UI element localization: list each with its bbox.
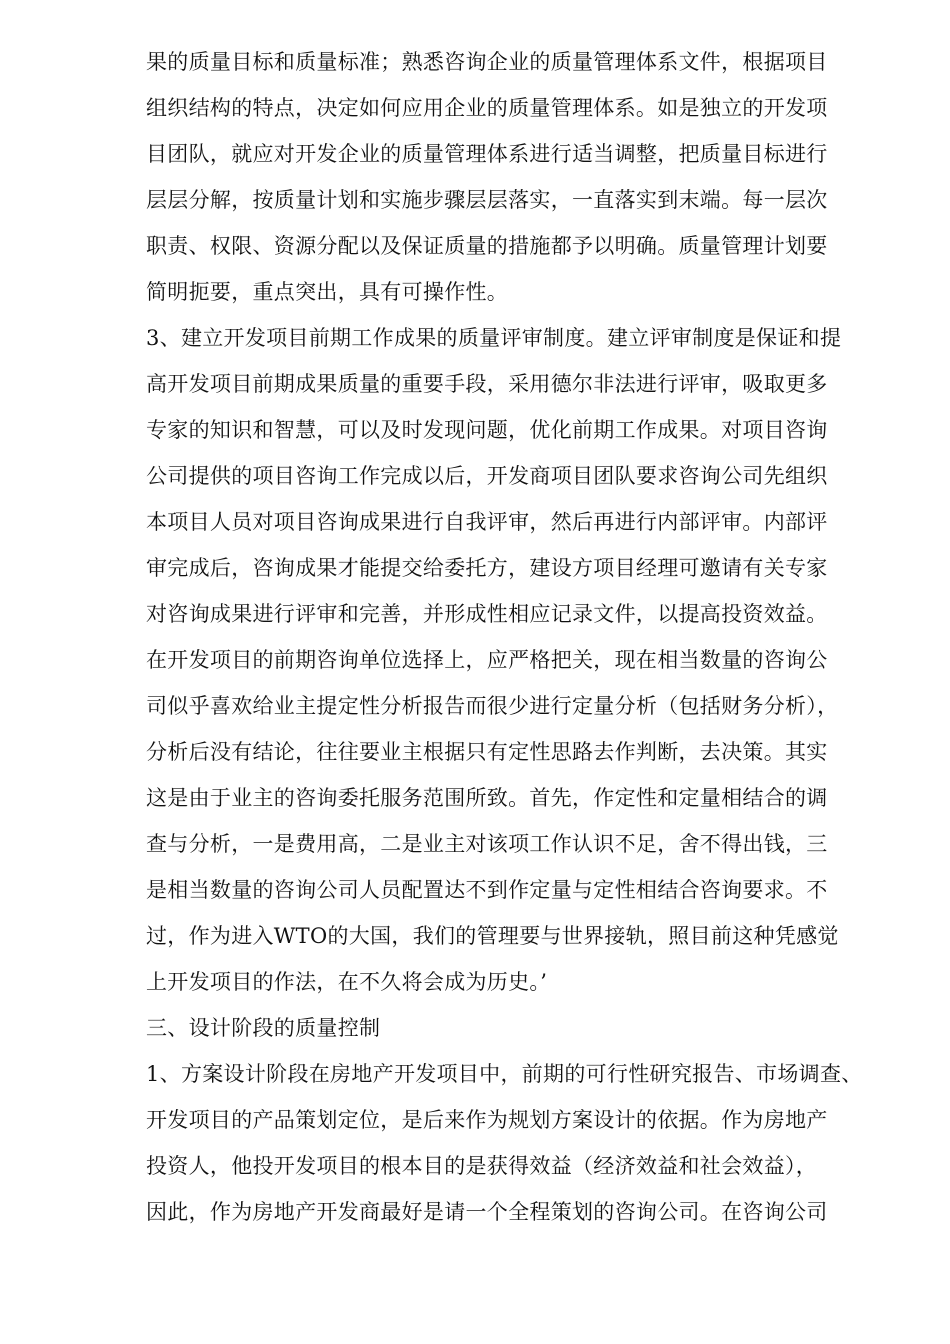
text-line: 过，作为进入WTO的大国，我们的管理要与世界接轨，照目前这种凭感觉 — [146, 924, 839, 948]
text-line: 上开发项目的作法，在不久将会成为历史。’ — [146, 970, 548, 994]
text-line: 查与分析，一是费用高，二是业主对该项工作认识不足，舍不得出钱，三 — [146, 832, 828, 856]
text-line: 审完成后，咨询成果才能提交给委托方，建设方项目经理可邀请有关专家 — [146, 556, 828, 580]
text-line: 本项目人员对项目咨询成果进行自我评审，然后再进行内部评审。内部评 — [146, 510, 828, 534]
text-line: 是相当数量的咨询公司人员配置达不到作定量与定性相结合咨询要求。不 — [146, 878, 828, 902]
text-line: 专家的知识和智慧，可以及时发现问题，优化前期工作成果。对项目咨询 — [146, 418, 828, 442]
text-line: 高开发项目前期成果质量的重要手段，采用德尔非法进行评审，吸取更多 — [146, 372, 828, 396]
text-line: 投资人，他投开发项目的根本目的是获得效益（经济效益和社会效益）， — [146, 1154, 818, 1178]
text-line: 3、建立开发项目前期工作成果的质量评审制度。建立评审制度是保证和提 — [146, 326, 842, 350]
text-line: 1、方案设计阶段在房地产开发项目中，前期的可行性研究报告、市场调查、 — [146, 1062, 863, 1086]
text-line: 对咨询成果进行评审和完善，并形成性相应记录文件，以提高投资效益。 — [146, 602, 828, 626]
text-line: 司似乎喜欢给业主提定性分析报告而很少进行定量分析（包括财务分析）， — [146, 694, 839, 718]
text-line: 这是由于业主的咨询委托服务范围所致。首先，作定性和定量相结合的调 — [146, 786, 828, 810]
text-line: 分析后没有结论，往往要业主根据只有定性思路去作判断，去决策。其实 — [146, 740, 828, 764]
text-line: 目团队，就应对开发企业的质量管理体系进行适当调整，把质量目标进行 — [146, 142, 828, 166]
text-line: 组织结构的特点，决定如何应用企业的质量管理体系。如是独立的开发项 — [146, 96, 828, 120]
text-line: 层层分解，按质量计划和实施步骤层层落实，一直落实到末端。每一层次 — [146, 188, 828, 212]
text-line: 因此，作为房地产开发商最好是请一个全程策划的咨询公司。在咨询公司 — [146, 1200, 828, 1224]
text-line: 职责、权限、资源分配以及保证质量的措施都予以明确。质量管理计划要 — [146, 234, 828, 258]
text-line: 果的质量目标和质量标准；熟悉咨询企业的质量管理体系文件，根据项目 — [146, 50, 828, 74]
section-heading: 三、设计阶段的质量控制 — [146, 1016, 381, 1040]
body-text — [146, 42, 906, 1238]
text-line: 开发项目的产品策划定位，是后来作为规划方案设计的依据。作为房地产 — [146, 1108, 828, 1132]
text-line: 在开发项目的前期咨询单位选择上，应严格把关，现在相当数量的咨询公 — [146, 648, 828, 672]
text-line: 公司提供的项目咨询工作完成以后，开发商项目团队要求咨询公司先组织 — [146, 464, 828, 488]
text-line: 简明扼要，重点突出，具有可操作性。 — [146, 280, 509, 304]
